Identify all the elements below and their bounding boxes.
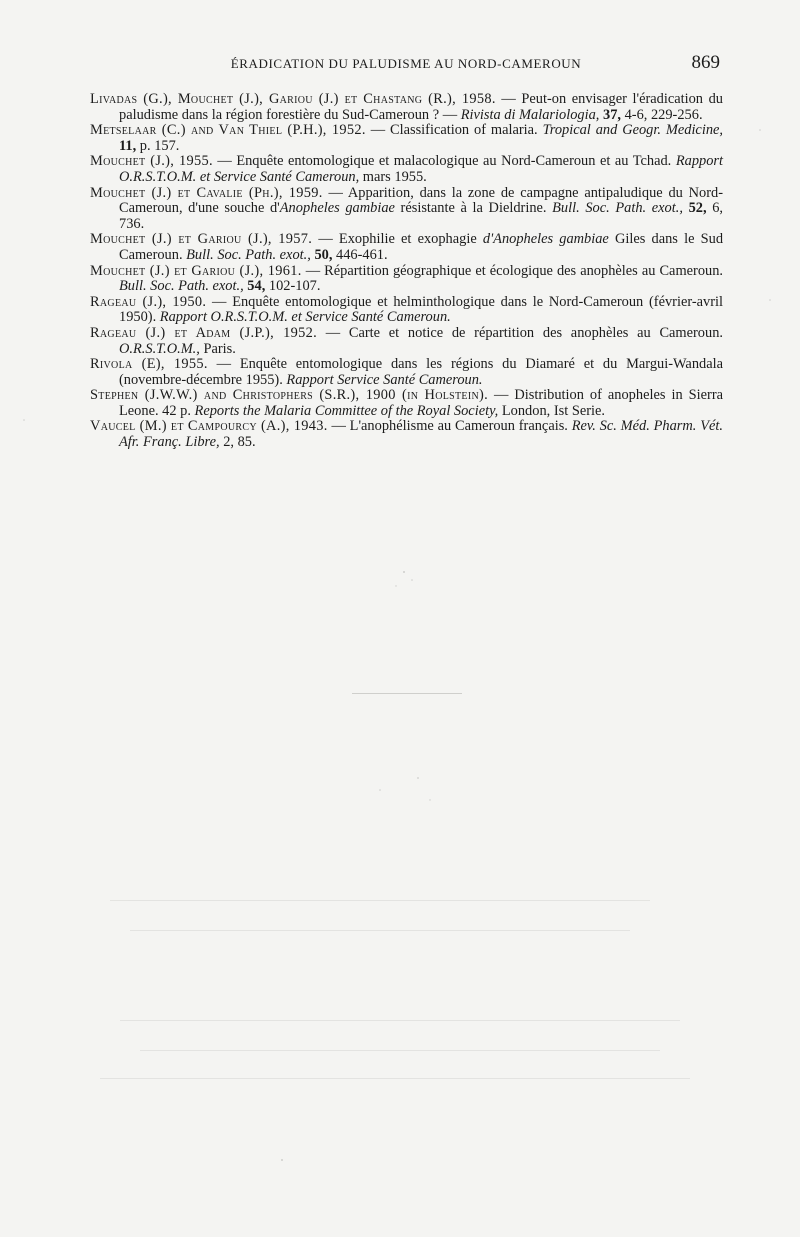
reference-author: Mouchet (J.), 1955. [90,153,213,170]
reference-source: Tropical and Geogr. Medicine, [542,122,724,139]
reference-text: — Carte et notice de répartition des anophèles au Cameroun. [316,324,723,341]
reference-pages: 2, 85. [219,434,256,451]
reference-text: — Répartition géographique et écologique des anophèles au Cameroun. [301,262,723,279]
reference-pages: 446-461. [332,246,388,263]
reference-entry [90,186,723,233]
reference-source: O.R.S.T.O.M., [119,340,200,357]
reference-text: — Enquête entomologique et malacologique au Nord-Cameroun et au Tchad. [212,153,676,170]
reference-entry [90,92,723,123]
reference-volume: 37, [599,106,621,123]
reference-volume: 50, [310,246,333,263]
reference-entry [90,264,723,295]
reference-list [90,92,723,451]
reference-source: Bull. Soc. Path. exot., [552,200,683,217]
reference-source: Rapport O.R.S.T.O.M. et Service Santé Cameroun, [119,153,723,185]
reference-pages: 4-6, 229-256. [621,106,703,123]
reference-volume: 52, [682,200,707,217]
reference-entry [90,419,723,450]
page-number: 869 [691,52,720,73]
reference-author: Rageau (J.), 1950. [90,293,207,310]
reference-entry [90,232,723,263]
reference-author: Livadas (G.), Mouchet (J.), Gariou (J.) et Chastang (R.), 1958. [90,91,496,107]
reference-source: Rapport Service Santé Cameroun. [286,371,483,388]
reference-pages: mars 1955. [359,168,427,185]
reference-volume: 54, [243,278,266,295]
reference-author: Vaucel (M.) et Campourcy (A.), 1943. [90,418,328,435]
reference-entry [90,154,723,185]
reference-pages: London, Ist Serie. [498,402,605,419]
reference-author: Mouchet (J.) et Cavalie (Ph.), 1959. [90,184,323,201]
species-name: d'Anopheles gambiae [482,231,609,248]
reference-pages: Paris. [199,340,236,357]
reference-volume: 11, [119,137,137,154]
reference-text: — Enquête entomologique et helminthologique dans le Nord-Cameroun (février-avril 1950). [119,293,723,326]
reference-entry [90,357,723,388]
reference-text: Giles dans le Sud Cameroun. [119,231,724,263]
reference-source: Rapport O.R.S.T.O.M. et Service Santé Cameroun. [159,309,451,326]
reference-entry [90,326,723,357]
running-title: ÉRADICATION DU PALUDISME AU NORD-CAMEROUN [230,56,582,71]
reference-pages: 6, 736. [119,200,723,232]
reference-author: Stephen (J.W.W.) and Christophers (S.R.), 1900 (in Holstein). [90,387,488,404]
reference-text: résistante à la Dieldrine. [394,200,553,217]
reference-text: — Exophilie et exophagie [312,231,483,248]
reference-source: Rivista di Malariologia, [460,106,600,123]
reference-source: Rev. Sc. Méd. Pharm. Vét. Afr. Franç. Libre, [119,418,723,451]
reference-text: — Classification of malaria. [365,122,543,139]
reference-text: — L'anophélisme au Cameroun français. [327,418,572,435]
reference-source: Reports the Malaria Committee of the Royal Society, [194,402,499,419]
species-name: Anopheles gambiae [279,200,395,217]
reference-source: Bull. Soc. Path. exot., [119,278,244,295]
reference-entry [90,295,723,326]
reference-text: — Apparition, dans la zone de campagne antipaludique du Nord-Cameroun, d'une souche d' [119,184,723,217]
reference-author: Mouchet (J.) et Gariou (J.), 1961. [90,262,302,279]
reference-entry [90,123,723,154]
reference-author: Rageau (J.) et Adam (J.P.), 1952. [90,324,317,341]
reference-author: Rivola (E), 1955. [90,356,208,373]
reference-author: Metselaar (C.) and Van Thiel (P.H.), 1952. [90,122,366,139]
reference-text: — Distribution of anopheles in Sierra Leone. 42 p. [119,387,723,419]
reference-pages: 102-107. [265,278,321,295]
reference-author: Mouchet (J.) et Gariou (J.), 1957. [90,231,313,248]
reference-text: — Peut-on envisager l'éradication du paludisme dans la région forestière du Sud-Cameroun ? — [119,91,723,123]
reference-entry [90,388,723,419]
reference-source: Bull. Soc. Path. exot., [186,246,311,263]
reference-pages: p. 157. [136,137,180,154]
running-header [90,52,722,76]
reference-text: — Enquête entomologique dans les régions du Diamaré et du Margui-Wandala (novembre-décembre 1955). [119,356,723,388]
